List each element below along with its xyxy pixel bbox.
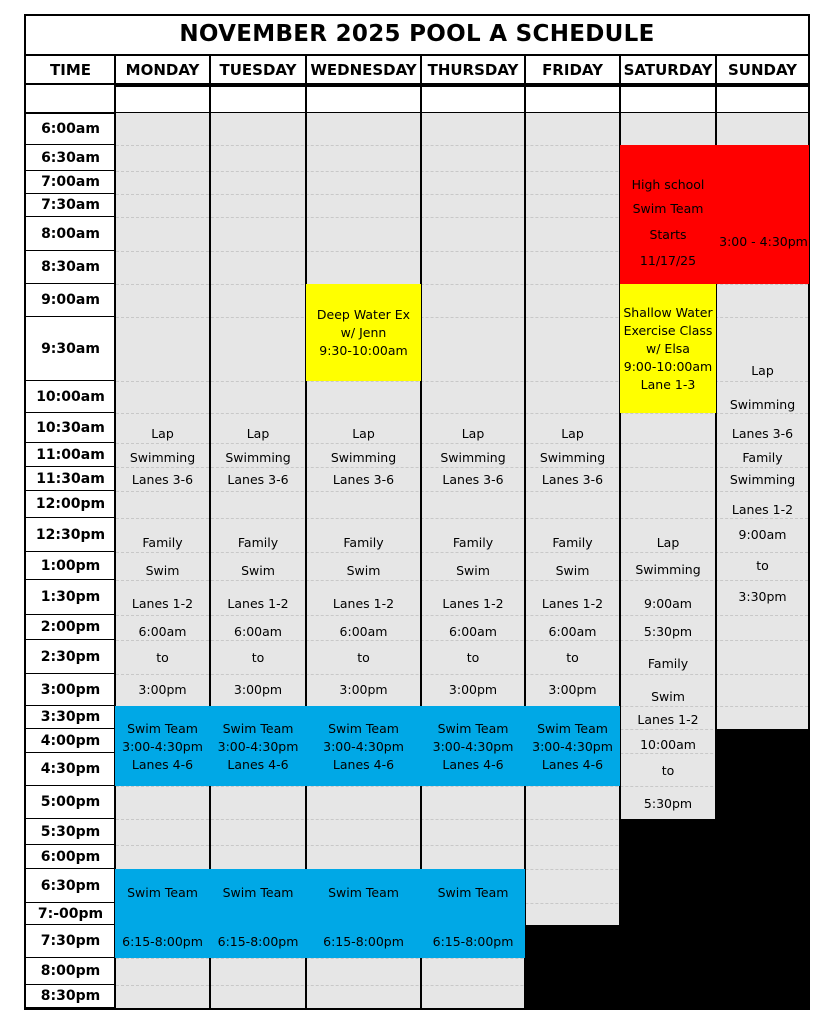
time-label: 11:30am	[26, 467, 115, 491]
family-swim-text: to	[251, 650, 265, 665]
high-school-text: High school	[631, 177, 705, 192]
swim-team-text: 6:15-8:00pm	[217, 934, 299, 949]
time-label: 5:00pm	[26, 786, 115, 819]
lap-swim-text: Swimming	[225, 450, 291, 465]
swim-team-text: 3:00-4:30pm	[323, 739, 404, 754]
swim-team-text: Lanes 4-6	[131, 757, 194, 772]
closed-block	[716, 729, 809, 1008]
family-swim-text: Swim	[241, 563, 275, 578]
class-text: Deep Water Ex	[316, 306, 411, 322]
swim-team-text: Swim Team	[222, 885, 294, 900]
sunday-text: to	[756, 558, 769, 573]
family-swim-text: Lanes 1-2	[541, 596, 604, 611]
page-title: NOVEMBER 2025 POOL A SCHEDULE	[179, 21, 655, 47]
sunday-text: Lap	[751, 363, 774, 378]
swim-team-text: 3:00-4:30pm	[217, 739, 299, 754]
grey-cell	[717, 113, 808, 145]
class-text: Shallow Water	[623, 304, 713, 320]
family-swim-text: Lanes 1-2	[131, 596, 194, 611]
gridline	[116, 640, 808, 641]
family-swim-text: 3:00pm	[448, 682, 498, 697]
swim-team-text: Swim Team	[127, 721, 198, 736]
time-label: 4:30pm	[26, 753, 115, 786]
family-swim-text: 3:00pm	[548, 682, 597, 697]
saturday-text: Lanes 1-2	[637, 712, 699, 727]
time-label: 8:30pm	[26, 985, 115, 1008]
time-label: 3:30pm	[26, 706, 115, 729]
saturday-text: to	[661, 763, 675, 778]
swim-team-text: 3:00-4:30pm	[532, 739, 613, 754]
header-thursday: THURSDAY	[421, 54, 525, 85]
lap-swim-text: Lap	[246, 426, 270, 441]
lap-swim-text: Lanes 3-6	[442, 472, 504, 487]
closed-block	[525, 925, 620, 1008]
family-swim-text: Lanes 1-2	[332, 596, 395, 611]
header-sunday: SUNDAY	[716, 54, 809, 85]
deep-water-class	[306, 284, 421, 381]
swim-team-text: Lanes 4-6	[227, 757, 289, 772]
gridline	[116, 580, 808, 581]
time-label: 4:00pm	[26, 729, 115, 753]
swim-team-text: Swim Team	[537, 721, 608, 736]
family-swim-text: 3:00pm	[138, 682, 187, 697]
saturday-text: 9:00am	[644, 596, 692, 611]
time-label: 5:30pm	[26, 819, 115, 845]
grey-cell	[621, 113, 715, 145]
header-monday: MONDAY	[115, 54, 210, 85]
saturday-text: Lap	[656, 535, 680, 550]
saturday-text: Family	[647, 656, 689, 671]
family-swim-text: 3:00pm	[233, 682, 283, 697]
lap-swim-text: Swimming	[440, 450, 506, 465]
lap-swim-text: Lanes 3-6	[332, 472, 395, 487]
grey-cell	[621, 413, 715, 819]
gridline	[116, 786, 808, 787]
lap-swim-text: Swimming	[129, 450, 196, 465]
swim-team-text: Lanes 4-6	[442, 757, 504, 772]
time-label: 3:00pm	[26, 674, 115, 706]
swim-team-text: 6:15-8:00pm	[122, 934, 203, 949]
sunday-text: Lanes 3-6	[731, 426, 794, 441]
family-swim-text: 6:00am	[138, 624, 187, 639]
high-school-text: Starts	[649, 227, 687, 242]
saturday-text: 5:30pm	[643, 796, 693, 811]
time-label: 6:00pm	[26, 845, 115, 869]
swim-team-text: Swim Team	[437, 885, 509, 900]
lap-swim-text: Lap	[461, 426, 485, 441]
class-text: Lane 1-3	[640, 376, 696, 392]
swim-team-text: Swim Team	[437, 721, 509, 736]
family-swim-text: Lanes 1-2	[442, 596, 504, 611]
header-wednesday: WEDNESDAY	[306, 54, 421, 85]
closed-block	[620, 819, 716, 1008]
class-text: 9:30-10:00am	[319, 342, 408, 358]
sunday-text: 9:00am	[738, 527, 787, 542]
grey-cell	[526, 113, 619, 925]
lap-swim-text: Lanes 3-6	[131, 472, 194, 487]
family-swim-text: 6:00am	[548, 624, 597, 639]
swim-team-text: Lanes 4-6	[332, 757, 395, 772]
header-time: TIME	[26, 54, 115, 85]
time-label: 2:30pm	[26, 640, 115, 674]
family-swim-text: Swim	[145, 563, 180, 578]
time-label: 12:30pm	[26, 518, 115, 552]
sunday-text: Lanes 1-2	[731, 502, 794, 517]
family-swim-text: to	[566, 650, 579, 665]
time-label: 9:00am	[26, 284, 115, 317]
high-school-text: Swim Team	[632, 201, 704, 216]
time-label: 8:00pm	[26, 958, 115, 985]
lap-swim-text: Lap	[561, 426, 584, 441]
column-divider	[305, 54, 307, 1010]
time-label: 6:30am	[26, 145, 115, 171]
column-divider	[524, 54, 526, 1010]
time-label: 11:00am	[26, 443, 115, 467]
high-school-text: 11/17/25	[639, 253, 697, 268]
swim-team-text: 6:15-8:00pm	[323, 934, 404, 949]
swim-team-text: Swim Team	[127, 885, 198, 900]
gridline	[116, 467, 808, 468]
gridline	[116, 443, 808, 444]
time-label: 1:00pm	[26, 552, 115, 580]
saturday-text: 5:30pm	[643, 624, 693, 639]
time-label: 7:00am	[26, 171, 115, 194]
time-label: 1:30pm	[26, 580, 115, 615]
time-label: 2:00pm	[26, 615, 115, 640]
swim-team-text: Lanes 4-6	[541, 757, 604, 772]
header-tuesday: TUESDAY	[210, 54, 306, 85]
saturday-text: Swim	[651, 689, 685, 704]
sunday-text: 3:30pm	[738, 589, 787, 604]
family-swim-text: Swim	[346, 563, 381, 578]
high-school-time: 3:00 - 4:30pm	[719, 234, 808, 249]
gridline	[116, 615, 808, 616]
swim-team-text: Swim Team	[222, 721, 294, 736]
family-swim-text: Family	[142, 535, 183, 550]
family-swim-text: to	[357, 650, 370, 665]
sunday-text: Family	[742, 450, 783, 465]
swim-team-text: Swim Team	[328, 721, 399, 736]
class-text: 9:00-10:00am	[623, 358, 713, 374]
column-divider	[420, 54, 422, 1010]
column-divider	[114, 54, 116, 1010]
family-swim-text: Family	[452, 535, 494, 550]
gridline	[116, 674, 808, 675]
family-swim-text: Family	[237, 535, 279, 550]
family-swim-text: Swim	[555, 563, 590, 578]
lap-swim-text: Lap	[151, 426, 174, 441]
swim-team-text: Swim Team	[328, 885, 399, 900]
saturday-text: Swimming	[635, 562, 701, 577]
time-label: 7:30am	[26, 194, 115, 217]
lap-swim-text: Swimming	[539, 450, 606, 465]
family-swim-text: to	[466, 650, 480, 665]
family-swim-text: to	[156, 650, 169, 665]
family-swim-text: Family	[552, 535, 593, 550]
class-text: w/ Elsa	[646, 340, 690, 356]
header-friday: FRIDAY	[525, 54, 620, 85]
family-swim-text: 6:00am	[449, 624, 497, 639]
time-label: 6:00am	[26, 113, 115, 145]
shallow-water-class	[620, 284, 716, 413]
saturday-text: 10:00am	[640, 737, 696, 752]
lap-swim-text: Lanes 3-6	[227, 472, 289, 487]
time-label: 8:00am	[26, 217, 115, 251]
gridline	[116, 491, 808, 492]
family-swim-text: 3:00pm	[339, 682, 388, 697]
time-label: 10:00am	[26, 381, 115, 413]
family-swim-text: Swim	[456, 563, 490, 578]
swim-team-text: 3:00-4:30pm	[432, 739, 514, 754]
sunday-text: Swimming	[729, 397, 796, 412]
lap-swim-text: Lanes 3-6	[541, 472, 604, 487]
time-label: 6:30pm	[26, 869, 115, 903]
swim-team-text: 3:00-4:30pm	[122, 739, 203, 754]
family-swim-text: Family	[343, 535, 384, 550]
divider	[115, 85, 809, 87]
time-label: 10:30am	[26, 413, 115, 443]
time-label: 12:00pm	[26, 491, 115, 518]
lap-swim-text: Swimming	[330, 450, 397, 465]
time-label: 8:30am	[26, 251, 115, 284]
class-text: Exercise Class	[623, 322, 713, 338]
header-saturday: SATURDAY	[620, 54, 716, 85]
time-label: 7:30pm	[26, 925, 115, 958]
gridline	[116, 518, 808, 519]
class-text: w/ Jenn	[340, 324, 387, 340]
swim-team-text: 6:15-8:00pm	[432, 934, 514, 949]
family-swim-text: 6:00am	[339, 624, 388, 639]
lap-swim-text: Lap	[352, 426, 375, 441]
family-swim-text: Lanes 1-2	[227, 596, 289, 611]
gridline	[116, 413, 808, 414]
family-swim-text: 6:00am	[234, 624, 282, 639]
gridline	[116, 552, 808, 553]
time-label: 7:-00pm	[26, 903, 115, 925]
time-label: 9:30am	[26, 317, 115, 381]
sunday-text: Swimming	[729, 472, 796, 487]
column-divider	[209, 54, 211, 1010]
